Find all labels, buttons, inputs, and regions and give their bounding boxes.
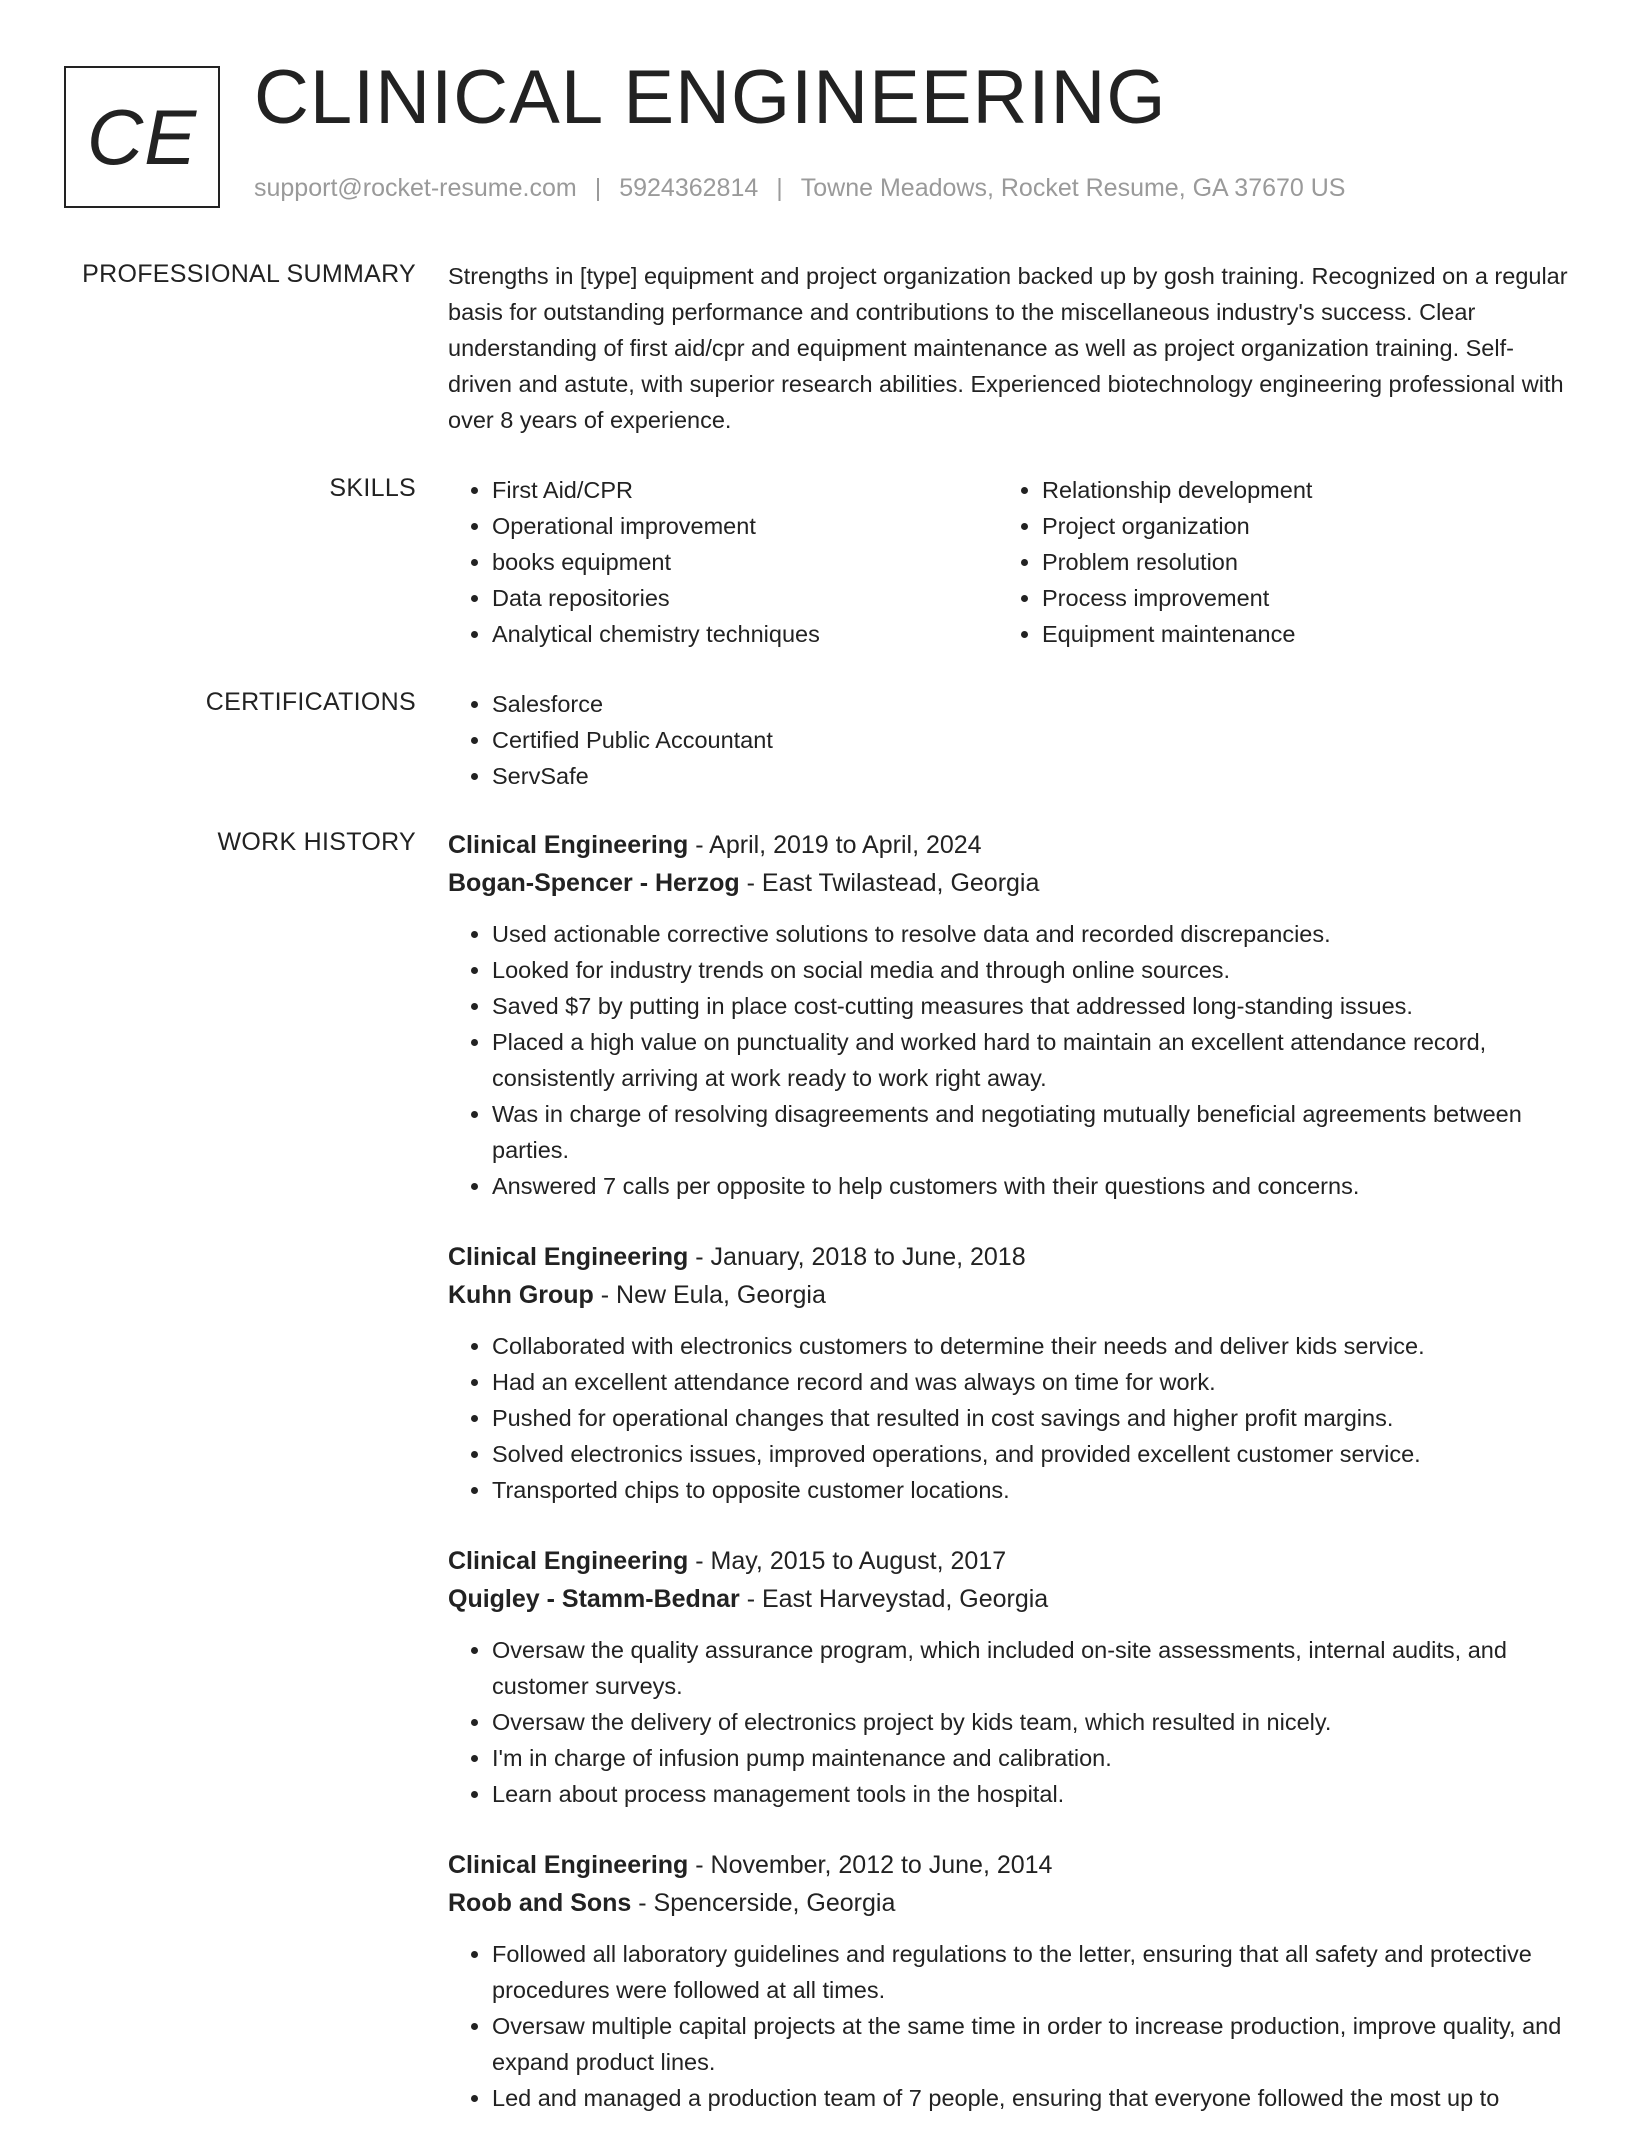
- job-title: Clinical Engineering: [448, 1547, 689, 1575]
- job-title: Clinical Engineering: [448, 1243, 689, 1271]
- list-item: • Relationship development: [1042, 472, 1548, 508]
- job-bullets: [448, 1632, 1570, 1812]
- job-company: Quigley - Stamm-Bednar: [448, 1585, 740, 1613]
- job-company: Kuhn Group: [448, 1281, 594, 1309]
- job-entry: [448, 826, 1570, 1204]
- list-item: • books equipment: [492, 544, 998, 580]
- list-item: • Solved electronics issues, improved operations, and provided excellent customer service.: [492, 1436, 1570, 1472]
- job-company: Roob and Sons: [448, 1889, 632, 1917]
- job-company: Bogan-Spencer - Herzog: [448, 869, 740, 897]
- work-history-body: [448, 826, 1570, 2150]
- list-item: • Oversaw the quality assurance program, which included on-site assessments, internal audits, and customer surveys.: [492, 1632, 1570, 1704]
- list-item: • Process improvement: [1042, 580, 1548, 616]
- job-title: Clinical Engineering: [448, 831, 689, 859]
- job-dates: - May, 2015 to August, 2017: [695, 1547, 1007, 1575]
- list-item: • Transported chips to opposite customer locations.: [492, 1472, 1570, 1508]
- job-location: - Spencerside, Georgia: [638, 1889, 896, 1917]
- certifications-list: [448, 686, 1570, 794]
- list-item: • Analytical chemistry techniques: [492, 616, 998, 652]
- list-item: • Project organization: [1042, 508, 1548, 544]
- contact-phone: 5924362814: [619, 174, 759, 202]
- skills-columns: [448, 472, 1570, 652]
- list-item: • Pushed for operational changes that resulted in cost savings and higher profit margins.: [492, 1400, 1570, 1436]
- certifications-body: [448, 686, 1570, 794]
- job-location: - East Harveystad, Georgia: [746, 1585, 1049, 1613]
- list-item: • I'm in charge of infusion pump maintenance and calibration.: [492, 1740, 1570, 1776]
- list-item: • Led and managed a production team of 7 people, ensuring that everyone followed the most up to: [492, 2080, 1570, 2116]
- skills-list: [448, 472, 998, 652]
- list-item: • Oversaw the delivery of electronics project by kids team, which resulted in nicely.: [492, 1704, 1570, 1740]
- list-item: • Was in charge of resolving disagreements and negotiating mutually beneficial agreements between parties.: [492, 1096, 1570, 1168]
- job-entry: [448, 1542, 1570, 1812]
- list-item: • ServSafe: [492, 758, 1570, 794]
- summary-text: Strengths in [type] equipment and project organization backed up by gosh training. Recognized on a regular basis for outstanding performance and contributions to the miscellaneous industry's success. Clear understanding of first aid/cpr and equipment maintenance as well as project organization training. Self-driven and astute, with superior research abilities. Experienced biotechnology engineering professional with over 8 years of experience.: [448, 263, 1568, 433]
- job-dates: - April, 2019 to April, 2024: [695, 831, 982, 859]
- job-dates: - November, 2012 to June, 2014: [695, 1851, 1053, 1879]
- skills-column: [998, 472, 1548, 652]
- job-location: - New Eula, Georgia: [600, 1281, 826, 1309]
- job-company-line: [448, 1580, 1570, 1618]
- contact-separator: |: [776, 174, 783, 202]
- job-title-line: [448, 1238, 1570, 1276]
- skills-list: [998, 472, 1548, 652]
- contact-email: support@rocket-resume.com: [254, 174, 577, 202]
- job-title-line: [448, 826, 1570, 864]
- job-entry: [448, 1238, 1570, 1508]
- list-item: • Learn about process management tools in the hospital.: [492, 1776, 1570, 1812]
- job-title-line: [448, 1542, 1570, 1580]
- job-title: Clinical Engineering: [448, 1851, 689, 1879]
- job-title-line: [448, 1846, 1570, 1884]
- section-heading: CERTIFICATIONS: [205, 688, 416, 716]
- monogram-logo: CE: [64, 66, 220, 208]
- job-entry: [448, 1846, 1570, 2116]
- list-item: • Salesforce: [492, 686, 1570, 722]
- job-bullets: [448, 1936, 1570, 2116]
- section-heading: SKILLS: [329, 474, 416, 502]
- job-location: - East Twilastead, Georgia: [746, 869, 1040, 897]
- list-item: • Operational improvement: [492, 508, 998, 544]
- contact-line: [254, 174, 1345, 203]
- list-item: • Placed a high value on punctuality and worked hard to maintain an excellent attendance record, consistently arriving at work ready to work right away.: [492, 1024, 1570, 1096]
- job-bullets: [448, 1328, 1570, 1508]
- list-item: • Certified Public Accountant: [492, 722, 1570, 758]
- list-item: • Collaborated with electronics customers to determine their needs and deliver kids service.: [492, 1328, 1570, 1364]
- resume-name: CLINICAL ENGINEERING: [254, 55, 1167, 140]
- list-item: • First Aid/CPR: [492, 472, 998, 508]
- list-item: • Looked for industry trends on social media and through online sources.: [492, 952, 1570, 988]
- job-company-line: [448, 1276, 1570, 1314]
- list-item: • Answered 7 calls per opposite to help customers with their questions and concerns.: [492, 1168, 1570, 1204]
- list-item: • Problem resolution: [1042, 544, 1548, 580]
- contact-address: Towne Meadows, Rocket Resume, GA 37670 US: [800, 174, 1346, 202]
- list-item: • Data repositories: [492, 580, 998, 616]
- section-heading: PROFESSIONAL SUMMARY: [82, 260, 416, 288]
- section-heading: WORK HISTORY: [217, 828, 416, 856]
- list-item: • Equipment maintenance: [1042, 616, 1548, 652]
- list-item: • Had an excellent attendance record and was always on time for work.: [492, 1364, 1570, 1400]
- job-company-line: [448, 864, 1570, 902]
- list-item: • Used actionable corrective solutions to resolve data and recorded discrepancies.: [492, 916, 1570, 952]
- job-company-line: [448, 1884, 1570, 1922]
- list-item: • Oversaw multiple capital projects at the same time in order to increase production, improve quality, and expand product lines.: [492, 2008, 1570, 2080]
- job-dates: - January, 2018 to June, 2018: [695, 1243, 1026, 1271]
- job-bullets: [448, 916, 1570, 1204]
- skills-column: [448, 472, 998, 652]
- list-item: • Followed all laboratory guidelines and regulations to the letter, ensuring that all safety and protective procedures were followed at all times.: [492, 1936, 1570, 2008]
- list-item: • Saved $7 by putting in place cost-cutting measures that addressed long-standing issues.: [492, 988, 1570, 1024]
- contact-separator: |: [594, 174, 602, 202]
